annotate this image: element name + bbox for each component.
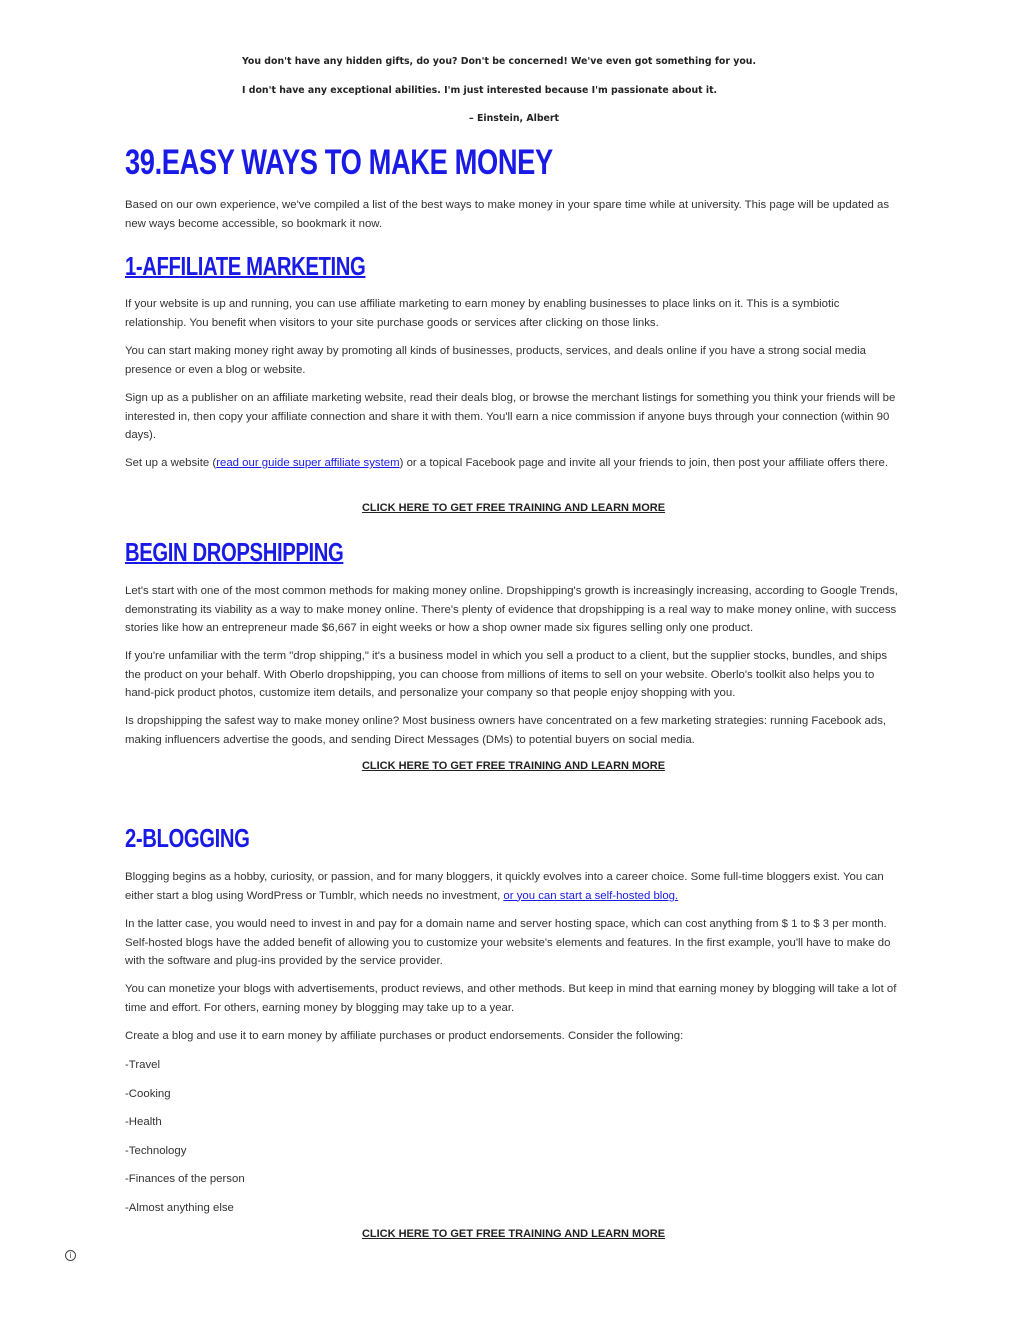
- list-item: -Cooking: [125, 1088, 171, 1100]
- quote-line-1: You don't have any hidden gifts, do you? Don't be concerned! We've even got something for you.: [242, 56, 757, 67]
- list-item: -Almost anything else: [125, 1202, 234, 1214]
- affiliate-guide-link[interactable]: read our guide super affiliate system: [216, 457, 400, 469]
- intro-paragraph: Based on our own experience, we've compiled a list of the best ways to make money in your spare time while at university. This page will be updated as new ways become accessible, so bookmark it now.: [125, 199, 890, 230]
- list-item: -Travel: [125, 1059, 161, 1071]
- affiliate-p4-after: ) or a topical Facebook page and invite all your friends to join, then post your affiliate offers there.: [399, 457, 889, 469]
- quote-line-2: I don't have any exceptional abilities. I'm just interested because I'm passionate about it.: [242, 85, 718, 96]
- blogging-paragraph-2: In the latter case, you would need to invest in and pay for a domain name and server hosting space, which can cost anything from $ 1 to $ 3 per month. Self-hosted blogs have the added benefit of allowing you to customize your website's elements and features. In the first example, you'll have to make do with the software and plug-ins provided by the service provider.: [125, 918, 891, 967]
- list-item: -Technology: [125, 1145, 187, 1157]
- heading-affiliate-marketing[interactable]: 1-AFFILIATE MARKETING: [125, 251, 366, 281]
- cta-link-blogging[interactable]: CLICK HERE TO GET FREE TRAINING AND LEARN MORE: [361, 1228, 666, 1240]
- heading-blogging: 2-BLOGGING: [125, 823, 250, 853]
- affiliate-paragraph-4: [125, 454, 902, 473]
- dropshipping-paragraph-3: Is dropshipping the safest way to make money online? Most business owners have concentrated on a few marketing strategies: running Facebook ads, making influencers advertise the goods, and sending Direct Messages (DMs) to potential buyers on social media.: [125, 715, 887, 746]
- cta-link-dropshipping[interactable]: CLICK HERE TO GET FREE TRAINING AND LEARN MORE: [361, 760, 666, 772]
- heading-begin-dropshipping[interactable]: BEGIN DROPSHIPPING: [125, 537, 344, 567]
- blogging-paragraph-4: Create a blog and use it to earn money by affiliate purchases or product endorsements. Consider the following:: [125, 1030, 684, 1042]
- affiliate-paragraph-2: You can start making money right away by promoting all kinds of businesses, products, services, and deals online if you have a strong social media presence or even a blog or website.: [125, 345, 866, 376]
- affiliate-p4-before: Set up a website (: [125, 457, 217, 469]
- list-item: -Health: [125, 1116, 162, 1128]
- info-icon[interactable]: i: [65, 1250, 76, 1261]
- blogging-paragraph-3: You can monetize your blogs with advertisements, product reviews, and other methods. But keep in mind that earning money by blogging will take a lot of time and effort. For others, earning money by blogging may take up to a year.: [125, 983, 897, 1014]
- list-item: -Finances of the person: [125, 1173, 245, 1185]
- cta-link-affiliate[interactable]: CLICK HERE TO GET FREE TRAINING AND LEARN MORE: [361, 502, 666, 514]
- affiliate-paragraph-3: Sign up as a publisher on an affiliate marketing website, read their deals blog, or browse the merchant listings for something you think your friends will be interested in, then copy your affiliate connection and share it with them. You'll earn a nice commission if anyone buys through your connection (within 90 days).: [125, 392, 896, 441]
- dropshipping-paragraph-1: Let's start with one of the most common methods for making money online. Dropshipping's growth is increasingly increasing, according to Google Trends, demonstrating its viability as a way to make money online. There's plenty of evidence that dropshipping is a real way to make money online, with success stories like how an entrepreneur made $6,667 in eight weeks or how a shop owner made six figures selling only one product.: [125, 585, 898, 634]
- blogging-p1-before: Blogging begins as a hobby, curiosity, or passion, and for many bloggers, it quickly evolves into a career choice. Some full-time bloggers exist. You can either start a blog using WordPress or Tumblr, which needs no investment,: [125, 871, 884, 902]
- quote-author: – Einstein, Albert: [469, 113, 560, 124]
- affiliate-paragraph-1: If your website is up and running, you can use affiliate marketing to earn money by enabling businesses to place links on it. This is a symbiotic relationship. You benefit when visitors to your site purchase goods or services after clicking on those links.: [125, 298, 840, 329]
- page-title: 39.EASY WAYS TO MAKE MONEY: [125, 143, 553, 182]
- blogging-paragraph-1: [125, 868, 902, 905]
- self-hosted-blog-link[interactable]: or you can start a self-hosted blog.: [503, 889, 679, 902]
- dropshipping-paragraph-2: If you're unfamiliar with the term "drop shipping," it's a business model in which you sell a product to a client, but the supplier stocks, bundles, and ships the product on your behalf. With Oberlo dropshipping, you can choose from millions of items to sell on your website. Oberlo's toolkit also helps you to hand-pick product photos, customize item details, and personalize your company so that people enjoy shopping with you.: [125, 650, 888, 699]
